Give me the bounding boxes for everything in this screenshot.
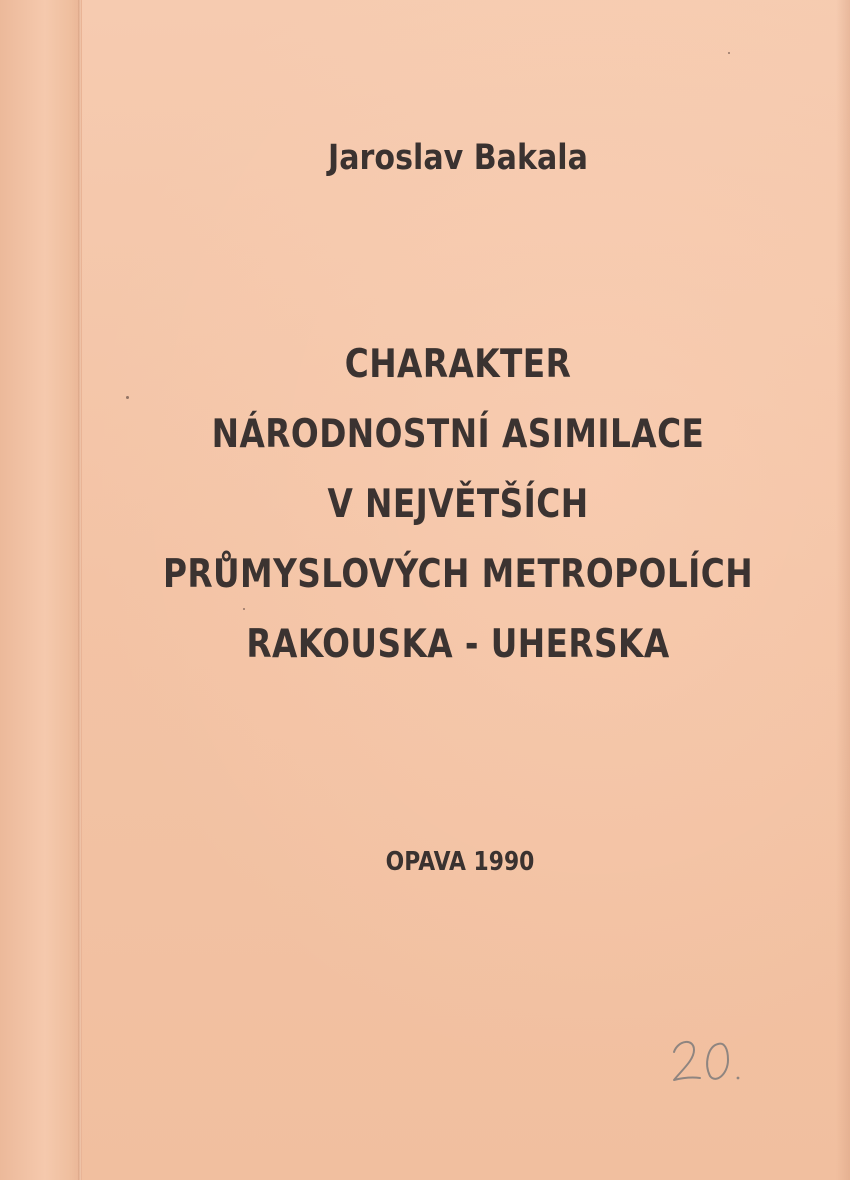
title-line-3: V NEJVĚTŠÍCH <box>327 482 589 527</box>
publication-place-year: OPAVA 1990 <box>385 847 535 877</box>
title-line-2: NÁRODNOSTNÍ ASIMILACE <box>211 412 705 457</box>
paper-speck <box>126 396 129 399</box>
handwritten-pencil-note <box>668 1030 748 1090</box>
book-title <box>73 330 842 680</box>
author-name: Jaroslav Bakala <box>328 138 588 178</box>
title-line-4: PRŮMYSLOVÝCH METROPOLÍCH <box>162 552 754 597</box>
paper-speck <box>728 52 730 54</box>
paper-speck <box>243 608 245 610</box>
title-line-1: CHARAKTER <box>344 342 572 387</box>
title-line-5: RAKOUSKA - UHERSKA <box>246 622 670 667</box>
